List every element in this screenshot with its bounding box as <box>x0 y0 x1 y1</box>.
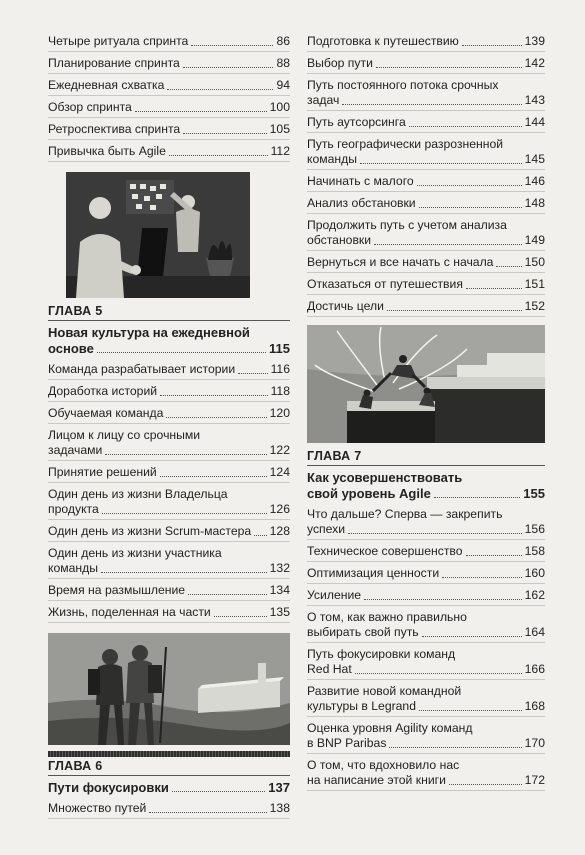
entry-page: 115 <box>269 341 290 356</box>
toc-entry[interactable] <box>307 699 545 717</box>
entry-title: продукта <box>48 502 99 516</box>
toc-entry[interactable] <box>48 34 290 52</box>
entry-title: Анализ обстановки <box>307 196 416 210</box>
chapter-6-title[interactable] <box>48 780 290 797</box>
toc-entry[interactable] <box>307 773 545 791</box>
entry-title: Усиление <box>307 588 362 602</box>
toc-entry[interactable] <box>307 566 545 584</box>
entry-page: 162 <box>524 588 545 602</box>
entry-title: Пути фокусировки <box>48 780 169 795</box>
toc-entry-line1[interactable]: Путь постоянного потока срочных <box>307 78 499 92</box>
entry-page: 155 <box>523 486 545 501</box>
entry-title: Ретроспектива спринта <box>48 122 181 136</box>
entry-title: Оптимизация ценности <box>307 566 440 580</box>
entry-title: Обзор спринта <box>48 100 132 114</box>
entry-page: 118 <box>270 384 290 398</box>
leader-dots <box>355 673 522 674</box>
toc-entry[interactable] <box>307 522 545 540</box>
entry-title: Четыре ритуала спринта <box>48 34 189 48</box>
hikers-illustration <box>48 633 290 745</box>
leader-dots <box>97 352 266 353</box>
leader-dots <box>449 784 522 785</box>
leader-dots <box>422 636 522 637</box>
leader-dots <box>364 599 522 600</box>
entry-page: 166 <box>524 662 545 676</box>
entry-page: 112 <box>270 144 290 158</box>
entry-page: 135 <box>269 605 290 619</box>
leader-dots <box>348 533 522 534</box>
toc-entry[interactable] <box>307 56 545 74</box>
entry-page: 158 <box>524 544 545 558</box>
chapter-7-title-line1[interactable]: Как усовершенствовать <box>307 470 463 485</box>
entry-title: Планирование спринта <box>48 56 180 70</box>
entry-title: Выбор пути <box>307 56 373 70</box>
entry-title: Команда разрабатывает истории <box>48 362 236 376</box>
entry-page: 146 <box>524 174 545 188</box>
leader-dots <box>135 111 267 112</box>
entry-page: 148 <box>524 196 545 210</box>
entry-page: 138 <box>269 801 290 815</box>
entry-page: 156 <box>524 522 545 536</box>
toc-entry[interactable] <box>48 443 290 461</box>
toc-entry-line1[interactable]: Путь географически разрозненной <box>307 137 504 151</box>
leader-dots <box>172 791 265 792</box>
leader-dots <box>254 535 266 536</box>
leader-dots <box>442 577 522 578</box>
leader-dots <box>149 812 266 813</box>
leader-dots <box>434 497 520 498</box>
toc-entry-line1[interactable]: Развитие новой командной <box>307 684 462 698</box>
entry-page: 152 <box>524 299 545 313</box>
toc-entry[interactable] <box>48 502 290 520</box>
toc-entry-line1[interactable]: Путь фокусировки команд <box>307 647 456 661</box>
toc-entry-line1[interactable]: Что дальше? Сперва — закрепить <box>307 507 503 521</box>
office-scene-illustration <box>66 172 250 298</box>
chapter-7-label: ГЛАВА 7 <box>307 449 545 466</box>
toc-entry-line1[interactable]: Один день из жизни Владельца <box>48 487 228 501</box>
entry-page: 172 <box>524 773 545 787</box>
entry-title: задачами <box>48 443 103 457</box>
toc-entry[interactable] <box>307 255 545 273</box>
toc-entry[interactable] <box>307 299 545 317</box>
toc-entry[interactable] <box>307 34 545 52</box>
entry-page: 150 <box>524 255 545 269</box>
entry-title: свой уровень Agile <box>307 486 431 501</box>
toc-entry[interactable] <box>48 56 290 74</box>
leader-dots <box>183 67 274 68</box>
entry-title: Достичь цели <box>307 299 384 313</box>
toc-entry[interactable] <box>307 662 545 680</box>
leader-dots <box>374 244 522 245</box>
entry-page: 128 <box>269 524 290 538</box>
entry-title: Ежедневная схватка <box>48 78 165 92</box>
entry-title: Время на размышление <box>48 583 186 597</box>
toc-left-column <box>48 34 290 823</box>
toc-entry[interactable] <box>307 544 545 562</box>
leader-dots <box>191 45 273 46</box>
toc-entry-line1[interactable]: О том, как важно правильно <box>307 610 467 624</box>
entry-page: 86 <box>276 34 290 48</box>
entry-title: Отказаться от путешествия <box>307 277 463 291</box>
toc-entry-line1[interactable]: Продолжить путь с учетом анализа <box>307 218 507 232</box>
entry-page: 94 <box>276 78 290 92</box>
entry-title: в BNP Paribas <box>307 736 387 750</box>
leader-dots <box>105 454 266 455</box>
entry-title: Принятие решений <box>48 465 157 479</box>
toc-entry[interactable] <box>48 100 290 118</box>
entry-page: 144 <box>524 115 545 129</box>
toc-entry[interactable] <box>48 122 290 140</box>
entry-title: Множество путей <box>48 801 147 815</box>
entry-page: 160 <box>524 566 545 580</box>
toc-entry[interactable] <box>307 93 545 111</box>
entry-title: Путь аутсорсинга <box>307 115 406 129</box>
entry-title: на написание этой книги <box>307 773 446 787</box>
entry-page: 139 <box>524 34 545 48</box>
entry-title: культуры в Legrand <box>307 699 416 713</box>
toc-entry[interactable] <box>48 605 290 623</box>
entry-page: 100 <box>269 100 290 114</box>
entry-page: 164 <box>524 625 545 639</box>
entry-title: задач <box>307 93 340 107</box>
leader-dots <box>496 266 521 267</box>
chapter-5-title[interactable] <box>48 341 290 358</box>
leader-dots <box>167 89 273 90</box>
toc-entry[interactable] <box>48 406 290 424</box>
chapter-6-label: ГЛАВА 6 <box>48 759 290 776</box>
leader-dots <box>417 185 522 186</box>
toc-entry-line1[interactable]: Лицом к лицу со срочными <box>48 428 201 442</box>
leader-dots <box>214 616 267 617</box>
entry-title: Доработка историй <box>48 384 158 398</box>
toc-right-column <box>307 34 545 795</box>
toc-entry[interactable] <box>48 524 290 542</box>
leader-dots <box>160 476 267 477</box>
toc-entry[interactable] <box>307 588 545 606</box>
toc-entry[interactable] <box>307 115 545 133</box>
entry-page: 168 <box>524 699 545 713</box>
toc-entry[interactable] <box>307 196 545 214</box>
leader-dots <box>160 395 267 396</box>
entry-page: 120 <box>269 406 290 420</box>
entry-page: 151 <box>524 277 545 291</box>
chapter-5-title-line1[interactable]: Новая культура на ежедневной <box>48 325 250 340</box>
toc-entry[interactable] <box>48 362 290 380</box>
toc-entry[interactable] <box>48 78 290 96</box>
entry-page: 88 <box>276 56 290 70</box>
entry-page: 126 <box>269 502 290 516</box>
entry-page: 149 <box>524 233 545 247</box>
leader-dots <box>387 310 522 311</box>
leader-dots <box>419 710 522 711</box>
leader-dots <box>419 207 522 208</box>
entry-title: Подготовка к путешествию <box>307 34 459 48</box>
entry-page: 143 <box>524 93 545 107</box>
toc-entry[interactable] <box>48 384 290 402</box>
entry-page: 132 <box>269 561 290 575</box>
entry-page: 122 <box>269 443 290 457</box>
toc-entry[interactable] <box>307 625 545 643</box>
leader-dots <box>389 747 521 748</box>
leader-dots <box>466 555 522 556</box>
chapter-divider-bar <box>48 751 290 757</box>
toc-entry[interactable] <box>48 561 290 579</box>
toc-entry[interactable] <box>307 152 545 170</box>
toc-entry-line1[interactable]: О том, что вдохновило нас <box>307 758 460 772</box>
entry-page: 137 <box>268 780 290 795</box>
chapter-7-title[interactable] <box>307 486 545 503</box>
toc-entry[interactable] <box>307 277 545 295</box>
leader-dots <box>102 513 267 514</box>
chapter-5-label: ГЛАВА 5 <box>48 304 290 321</box>
entry-page: 134 <box>269 583 290 597</box>
entry-page: 105 <box>269 122 290 136</box>
entry-title: Обучаемая команда <box>48 406 164 420</box>
leader-dots <box>462 45 522 46</box>
leader-dots <box>188 594 267 595</box>
leader-dots <box>238 373 267 374</box>
entry-page: 142 <box>524 56 545 70</box>
entry-title: Техническое совершенство <box>307 544 463 558</box>
entry-page: 124 <box>269 465 290 479</box>
leader-dots <box>376 67 522 68</box>
leader-dots <box>360 163 522 164</box>
toc-entry[interactable] <box>307 174 545 192</box>
leader-dots <box>409 126 522 127</box>
toc-entry[interactable] <box>48 801 290 819</box>
toc-entry[interactable] <box>48 583 290 601</box>
entry-page: 116 <box>270 362 290 376</box>
leader-dots <box>183 133 266 134</box>
entry-title: команды <box>307 152 358 166</box>
leader-dots <box>101 572 267 573</box>
toc-entry-line1[interactable]: Один день из жизни участника <box>48 546 222 560</box>
leader-dots <box>466 288 522 289</box>
entry-title: успехи <box>307 522 346 536</box>
entry-title: команды <box>48 561 99 575</box>
entry-title: Один день из жизни Scrum-мастера <box>48 524 252 538</box>
toc-entry[interactable] <box>307 736 545 754</box>
entry-page: 170 <box>524 736 545 750</box>
entry-title: Вернуться и все начать с начала <box>307 255 494 269</box>
leader-dots <box>169 155 268 156</box>
toc-entry[interactable] <box>48 465 290 483</box>
leader-dots <box>342 104 521 105</box>
entry-title: Red Hat <box>307 662 352 676</box>
entry-title: Жизнь, поделенная на части <box>48 605 211 619</box>
stairs-jumping-illustration <box>307 325 545 443</box>
toc-entry[interactable] <box>48 144 290 162</box>
entry-title: обстановки <box>307 233 372 247</box>
leader-dots <box>166 417 266 418</box>
toc-entry-line1[interactable]: Оценка уровня Agility команд <box>307 721 473 735</box>
entry-page: 145 <box>524 152 545 166</box>
entry-title: основе <box>48 341 94 356</box>
entry-title: Начинать с малого <box>307 174 414 188</box>
entry-title: Привычка быть Agile <box>48 144 166 158</box>
toc-entry[interactable] <box>307 233 545 251</box>
entry-title: выбирать свой путь <box>307 625 419 639</box>
